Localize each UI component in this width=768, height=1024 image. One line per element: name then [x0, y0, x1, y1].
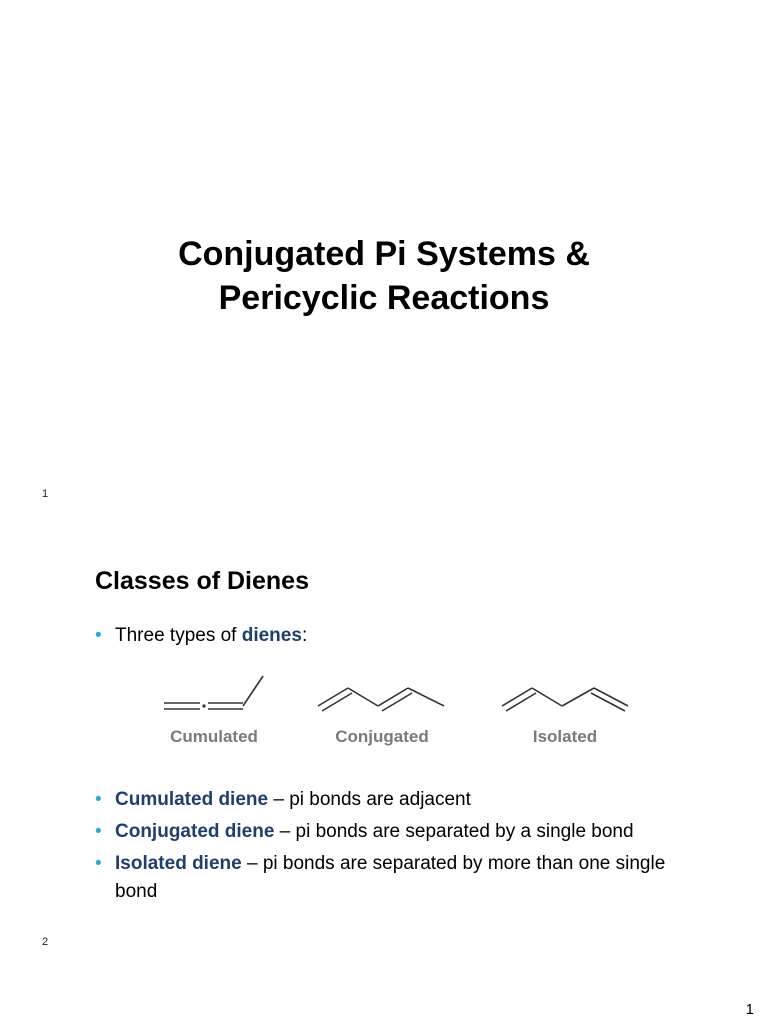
- isolated-structure: [502, 688, 628, 711]
- definitions-list: [95, 786, 675, 910]
- title-line-1: Conjugated Pi Systems &: [178, 235, 590, 273]
- diene-structures-diagram: [150, 672, 640, 752]
- intro-suffix: :: [301, 625, 308, 646]
- title-line-2: Pericyclic Reactions: [218, 279, 550, 317]
- definition-item: [95, 786, 675, 814]
- conjugated-structure: [318, 688, 444, 711]
- definition-text: – pi bonds are separated by a single bond: [274, 821, 634, 842]
- bullet-icon: •: [95, 789, 102, 810]
- bullet-icon: •: [95, 853, 102, 874]
- definition-item: [95, 818, 675, 846]
- bullet-icon: •: [95, 821, 102, 842]
- intro-prefix: Three types of: [115, 625, 242, 646]
- slide-title: [0, 232, 768, 320]
- label-cumulated: Cumulated: [170, 727, 258, 746]
- intro-list: [95, 622, 307, 654]
- definition-term: Cumulated diene: [115, 789, 269, 810]
- label-isolated: Isolated: [532, 727, 598, 746]
- definition-text: – pi bonds are adjacent: [268, 789, 471, 810]
- definition-item: [95, 850, 675, 906]
- slide-2: [0, 512, 768, 952]
- slide-number: 2: [42, 936, 49, 948]
- bullet-icon: •: [95, 625, 102, 646]
- cumulated-structure: [164, 676, 263, 709]
- central-carbon-dot: [202, 704, 205, 707]
- definition-term: Conjugated diene: [115, 821, 275, 842]
- definition-text: – pi bonds are separated by more than one single bond: [115, 853, 666, 902]
- intro-term: dienes: [241, 625, 302, 646]
- label-conjugated: Conjugated: [335, 727, 429, 746]
- slide-heading: Classes of Dienes: [95, 567, 309, 595]
- definition-term: Isolated diene: [115, 853, 242, 874]
- slide-number: 1: [42, 488, 49, 500]
- intro-bullet: [95, 622, 307, 650]
- page-number: 1: [745, 1001, 754, 1018]
